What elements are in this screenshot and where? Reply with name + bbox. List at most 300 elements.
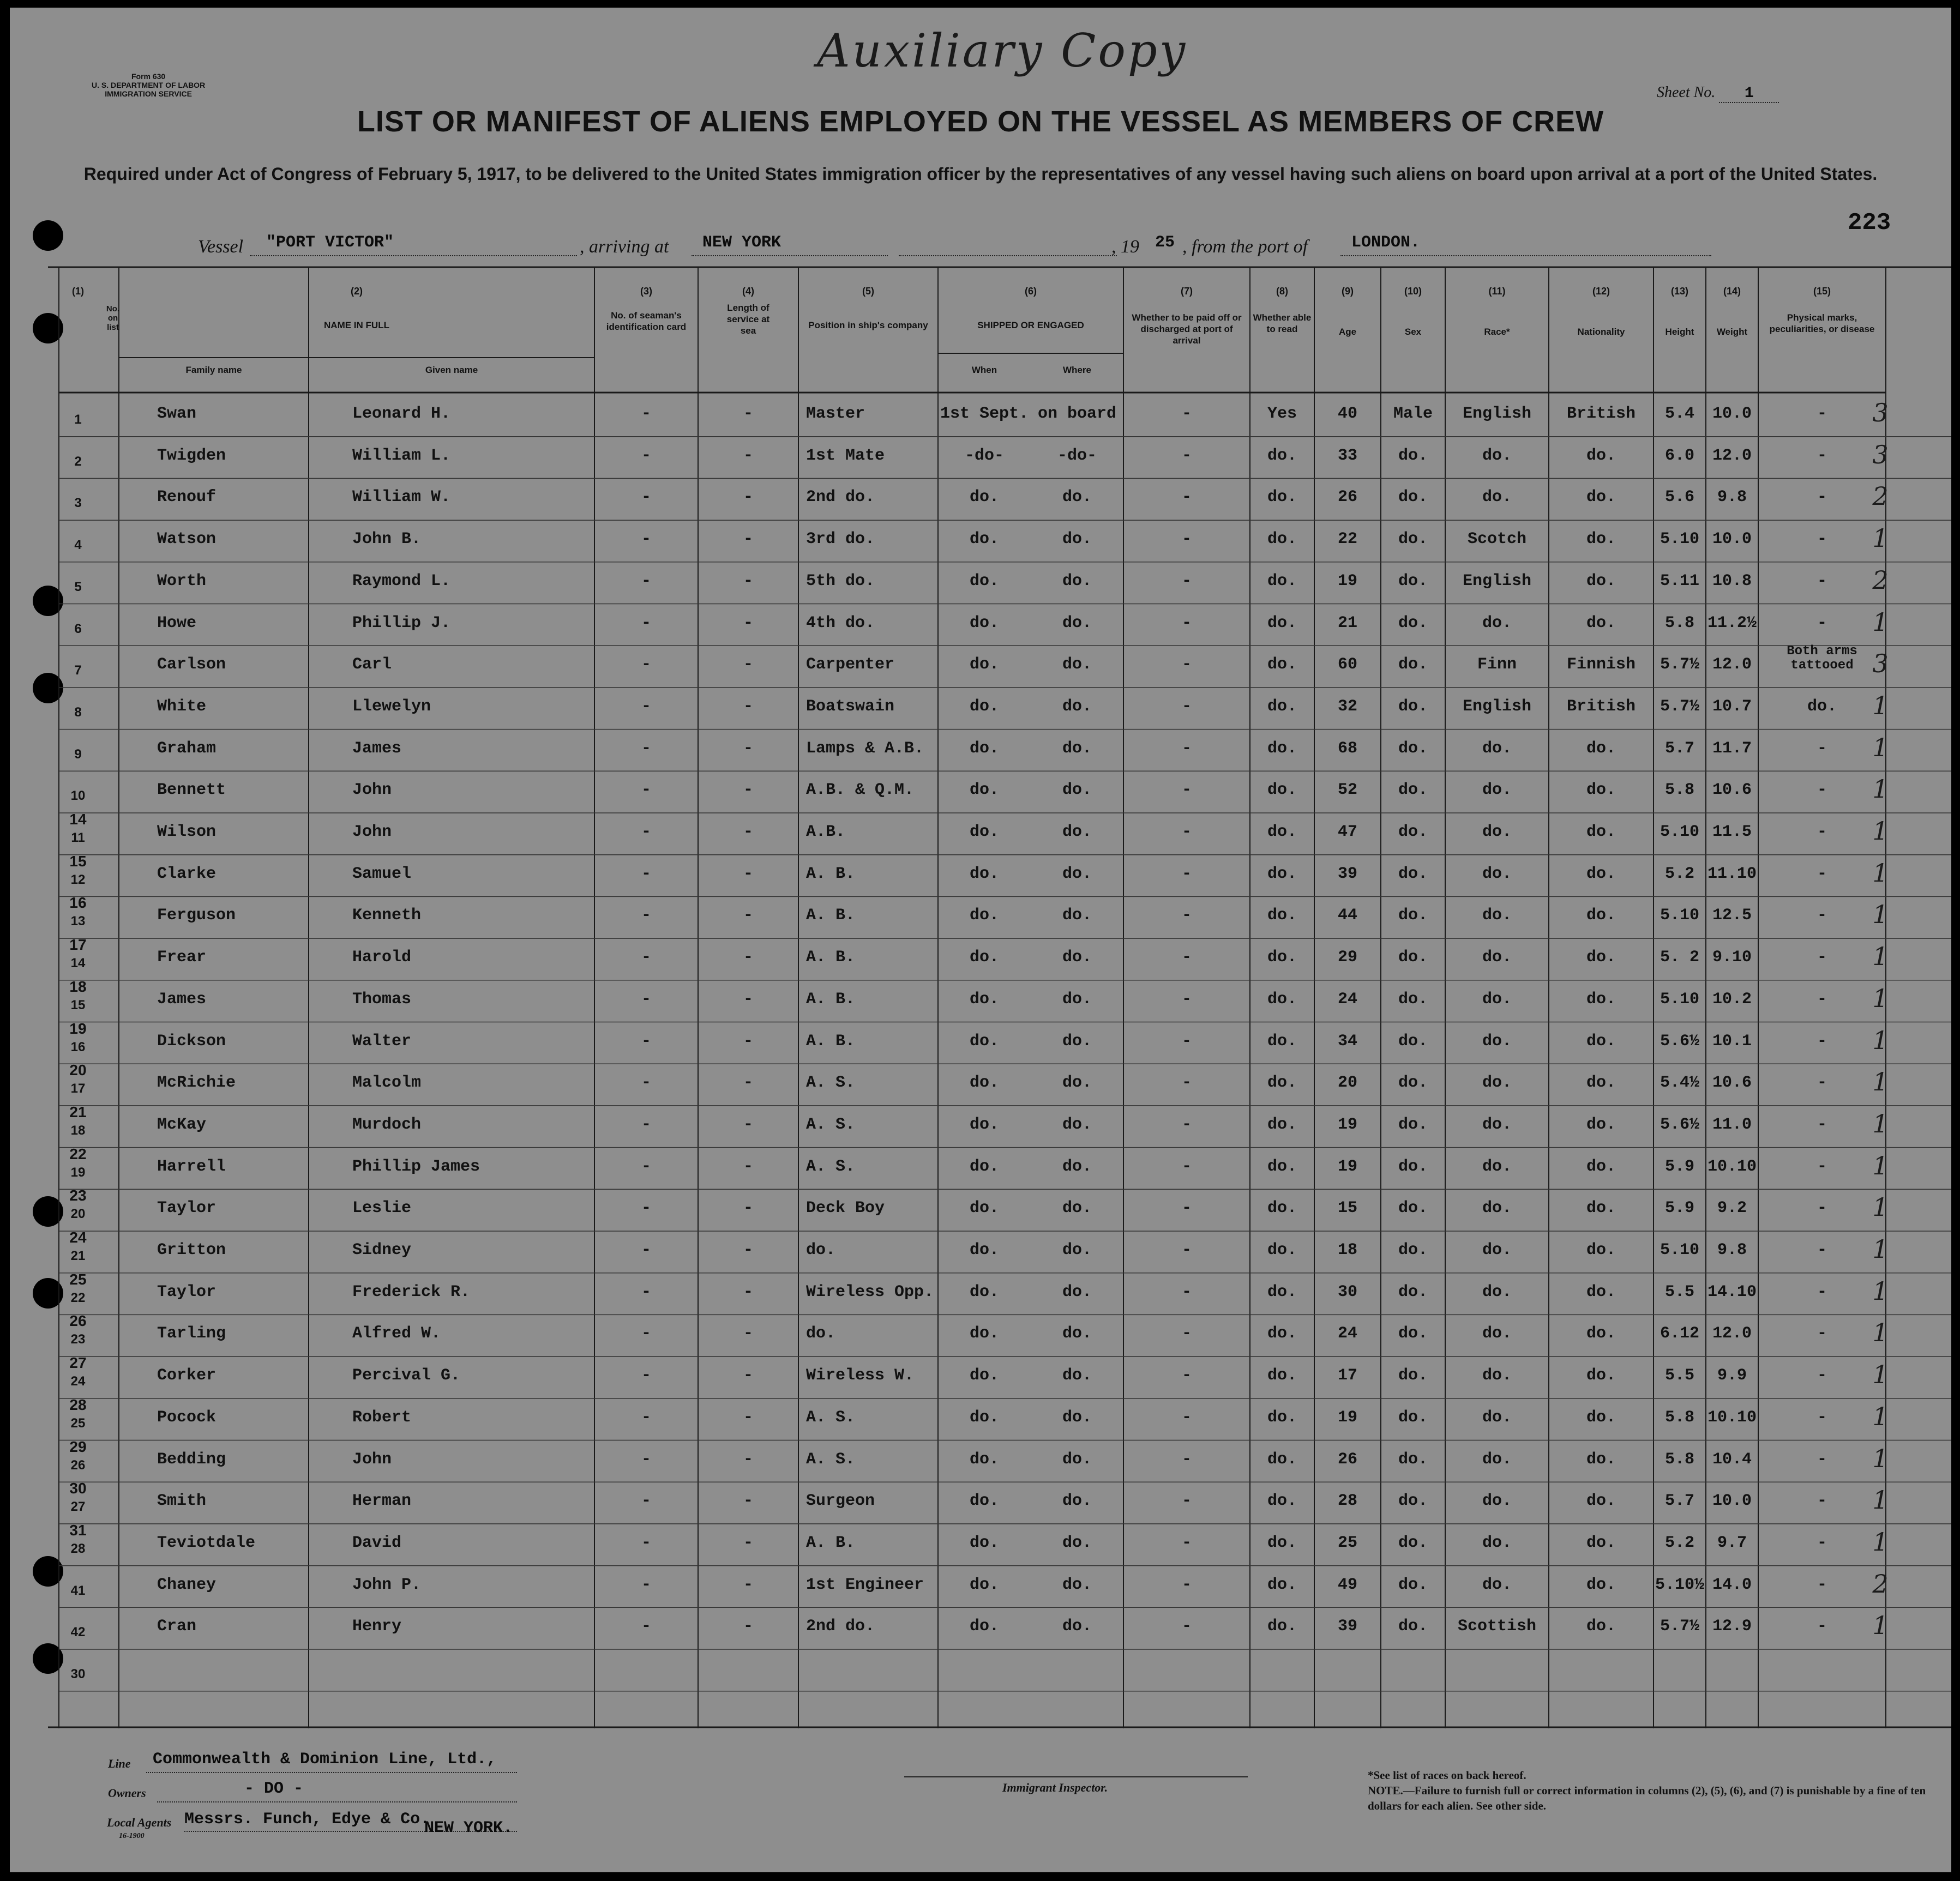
able-read-cell: do.: [1267, 613, 1297, 632]
position-cell: A. B.: [806, 906, 856, 925]
given-name-cell: John: [352, 1450, 392, 1469]
table-row: [48, 811, 1951, 857]
header-race: Race*: [1484, 327, 1510, 337]
sheet-number-value: 1: [1719, 85, 1779, 103]
row-number: 27: [70, 1499, 86, 1515]
nationality-cell: do.: [1586, 1324, 1616, 1343]
handwritten-row-number: 18: [69, 978, 87, 995]
col-number-6: (6): [1025, 286, 1037, 297]
id-card-cell: -: [641, 1408, 651, 1427]
able-read-cell: do.: [1267, 739, 1297, 758]
when-cell: do.: [969, 613, 999, 632]
id-card-cell: -: [641, 697, 651, 716]
year-value: 25: [1155, 233, 1175, 252]
height-cell: 5.9: [1664, 1199, 1694, 1218]
length-service-cell: -: [743, 488, 753, 507]
length-service-cell: -: [743, 823, 753, 841]
age-cell: 68: [1337, 739, 1357, 758]
handwritten-row-number: 30: [69, 1480, 87, 1497]
length-service-cell: -: [743, 1575, 753, 1594]
id-card-cell: -: [641, 446, 651, 465]
length-service-cell: -: [743, 571, 753, 590]
race-cell: do.: [1482, 1199, 1512, 1218]
table-row: [48, 1521, 1951, 1568]
paid-off-cell: -: [1181, 1617, 1192, 1636]
given-name-cell: Thomas: [352, 990, 412, 1009]
height-cell: 5.10: [1660, 823, 1699, 841]
weight-cell: 14.10: [1707, 1282, 1757, 1301]
when-cell: do.: [969, 823, 999, 841]
given-name-cell: Llewelyn: [352, 697, 431, 716]
age-cell: 60: [1337, 655, 1357, 674]
when-cell: do.: [969, 1241, 999, 1259]
marks-cell: -: [1817, 1450, 1827, 1469]
handwritten-row-number: 22: [69, 1145, 87, 1162]
marks-cell: -: [1817, 1366, 1827, 1385]
nationality-cell: do.: [1586, 446, 1616, 465]
tally-mark: 1: [1872, 732, 1889, 762]
position-cell: do.: [806, 1241, 836, 1259]
tally-mark: 1: [1872, 1025, 1889, 1055]
able-read-cell: do.: [1267, 1575, 1297, 1594]
paid-off-cell: -: [1181, 1408, 1192, 1427]
when-cell: do.: [969, 1157, 999, 1176]
table-row: [48, 1438, 1951, 1484]
height-cell: 5.6½: [1660, 1032, 1699, 1051]
weight-cell: 11.10: [1707, 864, 1757, 883]
race-cell: Finn: [1477, 655, 1517, 674]
nationality-cell: do.: [1586, 1492, 1616, 1511]
id-card-cell: -: [641, 1533, 651, 1552]
weight-cell: 12.0: [1712, 1324, 1752, 1343]
id-card-cell: -: [641, 906, 651, 925]
given-name-cell: Kenneth: [352, 906, 422, 925]
tally-mark: 1: [1872, 1401, 1889, 1431]
sex-cell: do.: [1398, 613, 1428, 632]
marks-cell: -: [1817, 948, 1827, 967]
table-row: [48, 936, 1951, 982]
position-cell: A. S.: [806, 1408, 856, 1427]
where-cell: do.: [1062, 1032, 1092, 1051]
row-number: 3: [74, 496, 82, 511]
given-name-cell: Frederick R.: [352, 1282, 471, 1301]
able-read-cell: do.: [1267, 488, 1297, 507]
paid-off-cell: -: [1181, 1074, 1192, 1093]
where-cell: do.: [1062, 1408, 1092, 1427]
height-cell: 5.10: [1660, 530, 1699, 549]
race-cell: do.: [1482, 1074, 1512, 1093]
vessel-name: "PORT VICTOR": [266, 233, 394, 252]
tally-mark: 1: [1872, 900, 1889, 930]
id-card-cell: -: [641, 781, 651, 800]
where-cell: do.: [1062, 1533, 1092, 1552]
given-name-cell: Malcolm: [352, 1074, 422, 1093]
able-read-cell: do.: [1267, 1617, 1297, 1636]
table-row: [48, 606, 1951, 648]
race-cell: do.: [1482, 1241, 1512, 1259]
line-label: Line: [108, 1757, 131, 1770]
able-read-cell: do.: [1267, 990, 1297, 1009]
table-row: [48, 1229, 1951, 1275]
sex-cell: do.: [1398, 739, 1428, 758]
able-read-cell: do.: [1267, 1533, 1297, 1552]
table-row: [48, 852, 1951, 899]
height-cell: 5.8: [1664, 613, 1694, 632]
tally-mark: 1: [1872, 858, 1889, 888]
weight-cell: 12.0: [1712, 655, 1752, 674]
col-number-8: (8): [1276, 286, 1288, 297]
length-service-cell: -: [743, 1450, 753, 1469]
marks-cell: -: [1817, 1241, 1827, 1259]
where-cell: do.: [1062, 823, 1092, 841]
weight-cell: 10.0: [1712, 405, 1752, 423]
able-read-cell: do.: [1267, 1199, 1297, 1218]
when-cell: do.: [969, 697, 999, 716]
height-cell: 5.6: [1664, 488, 1694, 507]
id-card-cell: -: [641, 1575, 651, 1594]
row-number: 13: [70, 914, 86, 929]
position-cell: A. S.: [806, 1450, 856, 1469]
sex-cell: do.: [1398, 1157, 1428, 1176]
paid-off-cell: -: [1181, 1032, 1192, 1051]
table-row: [48, 1145, 1951, 1191]
paid-off-cell: -: [1181, 1241, 1192, 1259]
table-row: [48, 1312, 1951, 1358]
sex-cell: do.: [1398, 1533, 1428, 1552]
nationality-cell: do.: [1586, 530, 1616, 549]
row-number: 5: [74, 579, 82, 594]
race-cell: do.: [1482, 1533, 1512, 1552]
given-name-cell: Sidney: [352, 1241, 412, 1259]
race-cell: do.: [1482, 1324, 1512, 1343]
height-cell: 5.2: [1664, 864, 1694, 883]
able-read-cell: do.: [1267, 864, 1297, 883]
line-value: Commonwealth & Dominion Line, Ltd.,: [153, 1750, 497, 1769]
race-cell: English: [1462, 571, 1532, 590]
marks-cell: -: [1817, 1492, 1827, 1511]
nationality-cell: do.: [1586, 1157, 1616, 1176]
race-cell: Scotch: [1467, 530, 1527, 549]
id-card-cell: -: [641, 571, 651, 590]
length-service-cell: -: [743, 781, 753, 800]
row-number: 21: [70, 1249, 86, 1263]
paid-off-cell: -: [1181, 906, 1192, 925]
given-name-cell: Leslie: [352, 1199, 412, 1218]
weight-cell: 12.9: [1712, 1617, 1752, 1636]
height-cell: 5.7½: [1660, 655, 1699, 674]
table-row: [48, 690, 1951, 731]
paid-off-cell: -: [1181, 739, 1192, 758]
family-name-cell: Tarling: [157, 1324, 226, 1343]
table-row: [48, 1609, 1951, 1651]
row-number: 6: [74, 621, 82, 636]
where-cell: do.: [1062, 781, 1092, 800]
marks-cell: -: [1817, 1199, 1827, 1218]
weight-cell: 12.5: [1712, 906, 1752, 925]
handwritten-row-number: 26: [69, 1312, 87, 1330]
age-cell: 18: [1337, 1241, 1357, 1259]
marks-cell: Both arms tattooed: [1787, 644, 1857, 673]
when-cell: do.: [969, 1408, 999, 1427]
id-card-cell: -: [641, 1450, 651, 1469]
where-cell: do.: [1062, 655, 1092, 674]
family-name-cell: Wilson: [157, 823, 217, 841]
height-cell: 5.7½: [1660, 1617, 1699, 1636]
weight-cell: 10.6: [1712, 781, 1752, 800]
header-paid-off: Whether to be paid off or discharged at port of arrival: [1132, 312, 1242, 346]
when-cell: do.: [969, 1115, 999, 1134]
header-age: Age: [1338, 327, 1357, 337]
able-read-cell: do.: [1267, 1282, 1297, 1301]
paid-off-cell: -: [1181, 530, 1192, 549]
able-read-cell: Yes: [1267, 405, 1297, 423]
id-card-cell: -: [641, 405, 651, 423]
sex-cell: do.: [1398, 1366, 1428, 1385]
given-name-cell: Murdoch: [352, 1115, 422, 1134]
age-cell: 19: [1337, 1408, 1357, 1427]
row-number: 12: [70, 872, 86, 887]
nationality-cell: do.: [1586, 1366, 1616, 1385]
family-name-cell: Watson: [157, 530, 217, 549]
position-cell: Surgeon: [806, 1492, 875, 1511]
length-service-cell: -: [743, 1366, 753, 1385]
arriving-port: NEW YORK: [702, 233, 781, 252]
family-name-cell: Howe: [157, 613, 197, 632]
race-cell: do.: [1482, 1115, 1512, 1134]
when-cell: do.: [969, 1074, 999, 1093]
tally-mark: 1: [1872, 1527, 1889, 1557]
nationality-cell: do.: [1586, 1115, 1616, 1134]
position-cell: 1st Engineer: [806, 1575, 924, 1594]
row-number: 9: [74, 746, 82, 762]
given-name-cell: James: [352, 739, 402, 758]
paid-off-cell: -: [1181, 488, 1192, 507]
length-service-cell: -: [743, 613, 753, 632]
position-cell: 5th do.: [806, 571, 875, 590]
race-cell: do.: [1482, 1366, 1512, 1385]
weight-cell: 9.8: [1717, 1241, 1747, 1259]
marks-cell: -: [1817, 446, 1827, 465]
position-cell: 3rd do.: [806, 530, 875, 549]
nationality-cell: do.: [1586, 1575, 1616, 1594]
length-service-cell: -: [743, 1032, 753, 1051]
given-name-cell: Herman: [352, 1492, 412, 1511]
table-row: [48, 480, 1951, 522]
marks-cell: -: [1817, 488, 1827, 507]
col-number-9: (9): [1342, 286, 1354, 297]
from-port: LONDON.: [1351, 233, 1421, 252]
header-sex: Sex: [1404, 327, 1422, 337]
able-read-cell: do.: [1267, 948, 1297, 967]
nationality-cell: do.: [1586, 948, 1616, 967]
when-cell: do.: [969, 1324, 999, 1343]
col-number-14: (14): [1723, 286, 1741, 297]
height-cell: 5.10: [1660, 1241, 1699, 1259]
header-nationality: Nationality: [1577, 327, 1625, 337]
id-card-cell: -: [641, 1032, 651, 1051]
sex-cell: do.: [1398, 1492, 1428, 1511]
agents-label: Local Agents: [107, 1816, 172, 1829]
height-cell: 5.10½: [1655, 1575, 1704, 1594]
col-number-11: (11): [1488, 286, 1506, 297]
header-id-card: No. of seaman's identification card: [606, 310, 687, 332]
paid-off-cell: -: [1181, 697, 1192, 716]
given-name-cell: David: [352, 1533, 402, 1552]
marks-cell: -: [1817, 823, 1827, 841]
header-given-name: Given name: [425, 365, 478, 375]
where-cell: do.: [1062, 1617, 1092, 1636]
table-row: [48, 894, 1951, 940]
header-family-name: Family name: [185, 365, 242, 375]
when-cell: do.: [969, 655, 999, 674]
table-row: [48, 1354, 1951, 1400]
where-cell: do.: [1062, 739, 1092, 758]
able-read-cell: do.: [1267, 697, 1297, 716]
length-service-cell: -: [743, 739, 753, 758]
weight-cell: 10.8: [1712, 571, 1752, 590]
given-name-cell: Percival G.: [352, 1366, 461, 1385]
row-number: 19: [70, 1165, 86, 1180]
col-number-1: (1): [72, 286, 84, 297]
position-cell: A. S.: [806, 1074, 856, 1093]
id-card-cell: -: [641, 1492, 651, 1511]
marks-cell: -: [1817, 1575, 1827, 1594]
sex-cell: do.: [1398, 864, 1428, 883]
when-cell: do.: [969, 906, 999, 925]
row-number: 25: [70, 1415, 86, 1431]
age-cell: 20: [1337, 1074, 1357, 1093]
marks-cell: -: [1817, 613, 1827, 632]
weight-cell: 10.10: [1707, 1408, 1757, 1427]
when-cell: do.: [969, 1032, 999, 1051]
position-cell: Deck Boy: [806, 1199, 885, 1218]
marks-cell: -: [1817, 1282, 1827, 1301]
nationality-cell: do.: [1586, 1282, 1616, 1301]
where-cell: do.: [1062, 1115, 1092, 1134]
weight-cell: 9.7: [1717, 1533, 1747, 1552]
row-number: 28: [70, 1541, 86, 1556]
tally-mark: 2: [1872, 1569, 1889, 1599]
sheet-label: Sheet No.: [1657, 84, 1716, 101]
table-row: [48, 1103, 1951, 1149]
marks-cell: -: [1817, 1032, 1827, 1051]
paid-off-cell: -: [1181, 864, 1192, 883]
family-name-cell: McKay: [157, 1115, 207, 1134]
race-cell: do.: [1482, 1450, 1512, 1469]
age-cell: 19: [1337, 1157, 1357, 1176]
age-cell: 52: [1337, 781, 1357, 800]
family-name-cell: Worth: [157, 571, 207, 590]
nationality-cell: do.: [1586, 781, 1616, 800]
position-cell: A. S.: [806, 1157, 856, 1176]
sex-cell: Male: [1393, 405, 1433, 423]
tally-mark: 1: [1872, 1234, 1889, 1264]
where-cell: do.: [1062, 613, 1092, 632]
when-cell: do.: [969, 1533, 999, 1552]
age-cell: 26: [1337, 488, 1357, 507]
col-number-4: (4): [742, 286, 754, 297]
race-cell: do.: [1482, 1157, 1512, 1176]
marks-cell: -: [1817, 1157, 1827, 1176]
arriving-label: , arriving at: [580, 237, 669, 257]
id-card-cell: -: [641, 1324, 651, 1343]
sex-cell: do.: [1398, 1199, 1428, 1218]
col-number-2: (2): [351, 286, 363, 297]
able-read-cell: do.: [1267, 1324, 1297, 1343]
race-cell: English: [1462, 405, 1532, 423]
length-service-cell: -: [743, 1157, 753, 1176]
nationality-cell: do.: [1586, 1450, 1616, 1469]
age-cell: 24: [1337, 1324, 1357, 1343]
height-cell: 5.8: [1664, 1408, 1694, 1427]
tally-mark: 1: [1872, 816, 1889, 846]
tally-mark: 2: [1872, 565, 1889, 595]
crew-table: [48, 266, 1951, 1728]
tally-mark: 1: [1872, 1443, 1889, 1473]
position-cell: Boatswain: [806, 697, 895, 716]
family-name-cell: Bennett: [157, 781, 226, 800]
row-number: 41: [70, 1583, 86, 1598]
race-cell: do.: [1482, 739, 1512, 758]
family-name-cell: Bedding: [157, 1450, 226, 1469]
given-name-cell: John B.: [352, 530, 422, 549]
handwritten-row-number: 27: [69, 1354, 87, 1372]
length-service-cell: -: [743, 1617, 753, 1636]
family-name-cell: Dickson: [157, 1032, 226, 1051]
where-cell: do.: [1062, 530, 1092, 549]
header-when: When: [971, 365, 997, 375]
given-name-cell: Harold: [352, 948, 412, 967]
race-cell: do.: [1482, 488, 1512, 507]
weight-cell: 11.2½: [1707, 613, 1757, 632]
family-name-cell: Taylor: [157, 1199, 217, 1218]
sex-cell: do.: [1398, 1324, 1428, 1343]
id-card-cell: -: [641, 1366, 651, 1385]
family-name-cell: Cran: [157, 1617, 197, 1636]
height-cell: 5.8: [1664, 781, 1694, 800]
id-card-cell: -: [641, 1241, 651, 1259]
family-name-cell: Taylor: [157, 1282, 217, 1301]
able-read-cell: do.: [1267, 823, 1297, 841]
height-cell: 5.4: [1664, 405, 1694, 423]
weight-cell: 10.7: [1712, 697, 1752, 716]
given-name-cell: Samuel: [352, 864, 412, 883]
age-cell: 24: [1337, 990, 1357, 1009]
where-cell: do.: [1062, 948, 1092, 967]
paid-off-cell: -: [1181, 1282, 1192, 1301]
form-identifier: [92, 72, 205, 98]
family-name-cell: Renouf: [157, 488, 217, 507]
table-row: [48, 1396, 1951, 1442]
marks-cell: -: [1817, 1324, 1827, 1343]
where-cell: do.: [1062, 488, 1092, 507]
paid-off-cell: -: [1181, 1115, 1192, 1134]
when-cell: do.: [969, 739, 999, 758]
able-read-cell: do.: [1267, 446, 1297, 465]
id-card-cell: -: [641, 1282, 651, 1301]
where-cell: do.: [1062, 1324, 1092, 1343]
note-races: *See list of races on back hereof.: [1368, 1769, 1526, 1782]
age-cell: 40: [1337, 405, 1357, 423]
given-name-cell: John: [352, 823, 392, 841]
header-no-on-list: No. on list: [106, 304, 120, 332]
position-cell: A. B.: [806, 948, 856, 967]
where-cell: do.: [1062, 1575, 1092, 1594]
position-cell: A. B.: [806, 1533, 856, 1552]
position-cell: A.B.: [806, 823, 846, 841]
note-penalty: NOTE.—Failure to furnish full or correct information in columns (2), (5), (6), and (7) is punishable by a fine of ten dollars for each alien. See other side.: [1368, 1784, 1926, 1812]
where-cell: on board: [1037, 405, 1117, 423]
